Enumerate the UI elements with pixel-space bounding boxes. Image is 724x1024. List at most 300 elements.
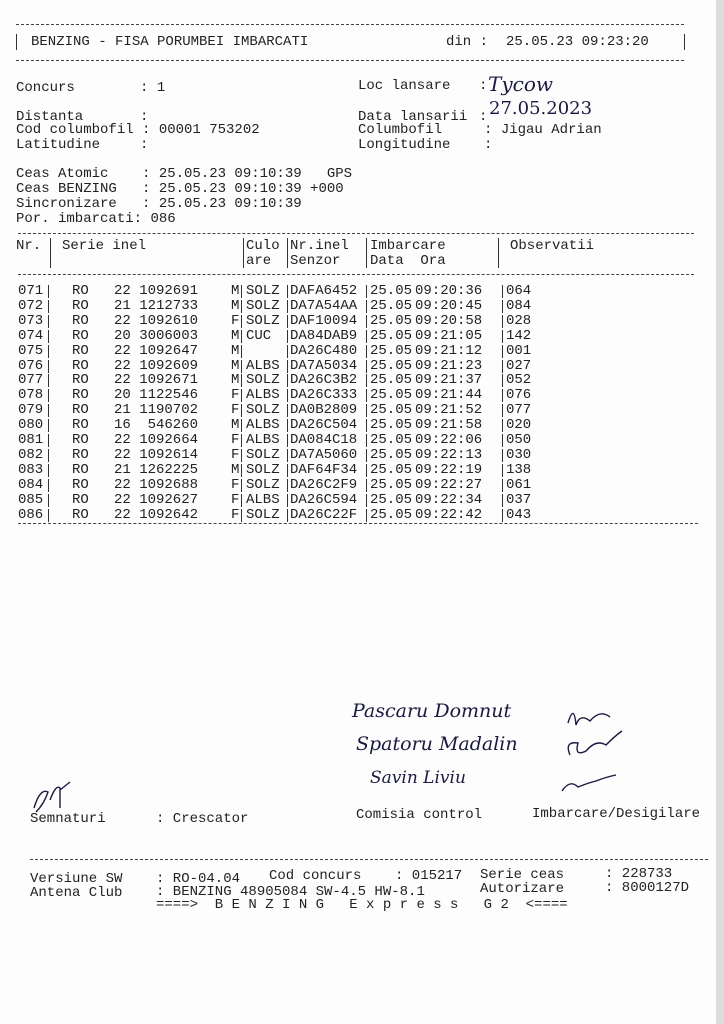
cell-observation: 050 [506,432,532,448]
divider [366,345,367,358]
divider [241,285,242,298]
divider [502,464,503,477]
cell-sex: M [231,283,240,299]
table-row [0,508,724,523]
table-row [0,284,724,299]
divider [287,434,288,447]
cell-time: 09:21:44 [415,387,483,404]
cell-time: 09:20:45 [415,297,483,314]
divider [287,404,288,417]
divider [48,404,49,417]
cell-date: 25.05 [370,446,413,463]
divider [366,479,367,492]
divider [366,419,367,432]
cell-nr: 086 [18,506,44,523]
cell-ring-year: 22 [114,357,131,374]
divider [48,315,49,328]
loc-colon: : [479,78,488,94]
cell-date: 25.05 [370,461,413,478]
table-row [0,314,724,329]
imbarcare-label: Imbarcare/Desigilare [532,806,701,822]
divider [287,449,288,462]
din-label: din : [446,34,489,50]
cell-time: 09:21:23 [415,357,483,374]
cell-time: 09:22:34 [415,491,483,508]
cell-sex: F [231,402,240,419]
divider [48,494,49,507]
cell-ring-year: 22 [114,432,131,448]
cell-ring-country: RO [72,491,89,508]
cell-color: SOLZ [246,297,280,314]
cell-time: 09:21:05 [415,327,483,344]
cell-sensor-ring: DA26C22F [290,506,358,523]
cell-ring-year: 20 [114,387,131,404]
antena-label: Antena Club [30,885,123,901]
divider [366,389,367,402]
divider [366,509,367,522]
cell-color: SOLZ [246,402,280,419]
divider [16,60,684,61]
divider [502,330,503,343]
longitudine-colon: : [484,137,493,153]
cell-ring-number: 1190702 [139,402,198,419]
data-lansarii-label: Data lansarii [358,109,468,125]
table-row [0,403,724,418]
sync-value: : 25.05.23 09:10:39 [142,196,302,212]
table-row [0,299,724,314]
divider [18,274,694,275]
cell-observation: 061 [506,476,532,493]
atomic-label: Ceas Atomic [16,166,109,182]
divider [502,345,503,358]
cell-time: 09:21:37 [415,372,483,389]
cell-ring-number: 1092610 [139,312,198,329]
cell-nr: 077 [18,372,44,389]
benzing-time: 25.05.23 09:10:39 +000 [158,181,344,197]
cell-nr: 076 [18,357,44,374]
divider [502,509,503,522]
cell-ring-number: 1092642 [139,506,198,523]
cell-sex: M [231,417,240,434]
divider [287,330,288,343]
cell-color: SOLZ [246,461,280,478]
col-senzor-2: Senzor [290,253,341,269]
cell-sensor-ring: DAFA6452 [290,283,358,299]
divider [366,404,367,417]
cell-nr: 079 [18,402,44,419]
cell-nr: 085 [18,491,44,508]
table-row [0,329,724,344]
divider [502,449,503,462]
divider [16,24,684,25]
divider [366,330,367,343]
cell-ring-year: 20 [114,327,131,344]
cell-color: SOLZ [246,446,280,463]
col-culoare-1: Culo [246,238,280,254]
distanta-label: Distanta [16,109,84,125]
divider [502,374,503,387]
cell-time: 09:22:06 [415,432,483,448]
cell-observation: 076 [506,387,532,404]
cell-ring-country: RO [72,461,89,478]
cell-ring-number: 1212733 [139,297,198,314]
divider [241,404,242,417]
loc-value-handwritten: Tycow [488,72,553,96]
divider [287,345,288,358]
table-row [0,448,724,463]
antena-value: : BENZING 48905084 SW-4.5 HW-8.1 [156,884,425,900]
divider [287,419,288,432]
divider [366,494,367,507]
divider [48,389,49,402]
cell-ring-year: 22 [114,491,131,508]
table-row [0,433,724,448]
cell-ring-year: 22 [114,283,131,299]
divider [50,238,51,268]
cell-ring-number: 1092688 [139,476,198,493]
divider [287,494,288,507]
data-lansarii-handwritten: 27.05.2023 [489,98,593,119]
cod-concurs-label: Cod concurs [269,868,362,884]
cell-ring-number: 546260 [147,417,198,434]
divider [366,238,367,268]
atomic-time: 25.05.23 09:10:39 GPS [158,166,353,182]
cell-sex: F [231,506,240,523]
cell-ring-year: 22 [114,446,131,463]
por-label: Por. imbarcati: 086 [16,211,176,227]
cell-observation: 001 [506,342,532,359]
cell-sensor-ring: DAF10094 [290,312,358,329]
cell-date: 25.05 [370,357,413,374]
divider [287,360,288,373]
divider [502,389,503,402]
benzing-express-banner: ====> B E N Z I N G E x p r e s s G 2 <==== [156,897,568,913]
cell-nr: 078 [18,387,44,404]
benzing-value: : 25.05.23 09:10:39 +000 [142,181,344,197]
cell-sensor-ring: DA26C480 [290,342,358,359]
cell-time: 09:21:52 [415,402,483,419]
cell-ring-country: RO [72,357,89,374]
columbofil-label: Columbofil [358,122,443,138]
cell-ring-number: 1092627 [139,491,198,508]
cell-ring-country: RO [72,342,89,359]
cell-nr: 074 [18,327,44,344]
cell-observation: 043 [506,506,532,523]
cell-sensor-ring: DA26C2F9 [290,476,358,493]
comisia-label: Comisia control [356,807,483,823]
cell-ring-year: 22 [114,342,131,359]
divider [241,509,242,522]
cell-color: SOLZ [246,506,280,523]
divider [241,345,242,358]
cell-date: 25.05 [370,402,413,419]
divider [48,464,49,477]
cell-date: 25.05 [370,327,413,344]
cell-ring-country: RO [72,327,89,344]
cell-color: ALBS [246,357,280,374]
cell-ring-number: 1092614 [139,446,198,463]
cell-nr: 081 [18,432,44,448]
document-title: BENZING - FISA PORUMBEI IMBARCATI [31,34,309,50]
cell-date: 25.05 [370,372,413,389]
table-row [0,418,724,433]
cell-ring-year: 21 [114,402,131,419]
divider [366,374,367,387]
cell-observation: 064 [506,283,532,299]
divider [287,464,288,477]
divider [48,449,49,462]
concurs-label: Concurs [16,80,75,96]
cell-color: SOLZ [246,283,280,299]
cell-sex: F [231,476,240,493]
data-lansarii-colon: : [479,109,488,125]
cell-date: 25.05 [370,506,413,523]
divider [287,238,288,268]
cell-ring-number: 1092671 [139,372,198,389]
divider [287,479,288,492]
col-nr: Nr. [16,238,42,254]
cell-date: 25.05 [370,476,413,493]
divider [241,374,242,387]
cell-observation: 037 [506,491,532,508]
cell-ring-country: RO [72,297,89,314]
cell-date: 25.05 [370,491,413,508]
divider [241,434,242,447]
divider [241,389,242,402]
cell-ring-country: RO [72,506,89,523]
cell-ring-country: RO [72,446,89,463]
cell-sensor-ring: DA7A5034 [290,357,358,374]
divider [366,434,367,447]
cell-sex: M [231,461,240,478]
cod-label: Cod columbofil [16,122,134,138]
cell-sex: F [231,387,240,404]
cell-ring-year: 22 [114,312,131,329]
versiune-value: : RO-04.04 [156,871,241,887]
cell-observation: 052 [506,372,532,389]
divider [241,419,242,432]
cell-nr: 080 [18,417,44,434]
divider [287,315,288,328]
cell-ring-country: RO [72,283,89,299]
col-senzor-1: Nr.inel [290,238,349,254]
table-row [0,344,724,359]
divider [502,419,503,432]
loc-label: Loc lansare [358,78,451,94]
divider [241,464,242,477]
cell-color: SOLZ [246,476,280,493]
cell-time: 09:20:36 [415,283,483,299]
divider [241,449,242,462]
divider [366,285,367,298]
divider [502,315,503,328]
serie-ceas-label: Serie ceas [480,867,565,883]
divider [502,360,503,373]
divider [502,494,503,507]
cell-ring-year: 21 [114,297,131,314]
cell-ring-year: 22 [114,506,131,523]
cod-concurs-value: : 015217 [395,868,463,884]
crescator-label: : Crescator [156,811,249,827]
cell-sensor-ring: DA84DAB9 [290,327,358,344]
distanta-colon: : [140,109,149,125]
cell-color: SOLZ [246,372,280,389]
cell-sensor-ring: DA26C3B2 [290,372,358,389]
cell-observation: 138 [506,461,532,478]
signature-scribbles [560,695,640,805]
cell-sex: F [231,432,240,448]
din-value: 25.05.23 09:23:20 [506,34,649,50]
concurs-value: : 1 [140,80,166,96]
cell-time: 09:22:19 [415,461,483,478]
cell-sensor-ring: DA26C594 [290,491,358,508]
cell-sex: F [231,312,240,329]
divider [502,434,503,447]
table-row [0,373,724,388]
table-row [0,388,724,403]
divider [366,315,367,328]
divider [287,300,288,313]
cell-color: ALBS [246,417,280,434]
autorizare-label: Autorizare [480,881,565,897]
divider [16,34,17,50]
cell-date: 25.05 [370,283,413,299]
cell-sensor-ring: DA7A54AA [290,297,358,314]
semnaturi-label: Semnaturi [30,811,106,827]
divider [287,389,288,402]
cell-ring-number: 1092609 [139,357,198,374]
sync-time: 25.05.23 09:10:39 [158,196,302,212]
cell-time: 09:22:27 [415,476,483,493]
cell-nr: 073 [18,312,44,329]
cell-ring-country: RO [72,417,89,434]
cell-nr: 075 [18,342,44,359]
cell-observation: 020 [506,417,532,434]
cod-number: 00001 753202 [158,122,260,138]
divider [241,360,242,373]
divider [366,464,367,477]
cell-nr: 072 [18,297,44,314]
cell-ring-number: 1092691 [139,283,198,299]
divider [48,330,49,343]
divider [48,419,49,432]
cell-time: 09:21:58 [415,417,483,434]
table-row [0,463,724,478]
cell-ring-year: 21 [114,461,131,478]
cell-sex: M [231,327,240,344]
divider [48,374,49,387]
divider [502,300,503,313]
cell-ring-country: RO [72,432,89,448]
divider [48,360,49,373]
divider [287,374,288,387]
col-culoare-2: are [246,253,272,269]
cell-color: SOLZ [246,312,280,329]
atomic-value: : 25.05.23 09:10:39 GPS [142,166,353,182]
divider [48,479,49,492]
cell-ring-country: RO [72,402,89,419]
cell-nr: 071 [18,283,44,299]
divider [48,509,49,522]
cell-sex: M [231,342,240,359]
cell-sex: M [231,372,240,389]
cell-observation: 077 [506,402,532,419]
divider [684,34,685,50]
autorizare-value: : 8000127D [605,880,690,896]
table-row [0,359,724,374]
columbofil-value: : Jigau Adrian [484,122,602,138]
divider [243,238,244,268]
cell-date: 25.05 [370,387,413,404]
cell-ring-year: 22 [114,476,131,493]
cell-time: 09:22:13 [415,446,483,463]
cell-nr: 082 [18,446,44,463]
col-serie: Serie inel [62,238,147,254]
cell-observation: 028 [506,312,532,329]
cell-sex: F [231,491,240,508]
cell-ring-number: 1092664 [139,432,198,448]
table-row [0,493,724,508]
cell-ring-number: 1092647 [139,342,198,359]
divider [366,449,367,462]
cod-value: : 00001 753202 [142,122,260,138]
col-imbarcare-1: Imbarcare [370,238,446,254]
cell-ring-country: RO [72,372,89,389]
cell-date: 25.05 [370,342,413,359]
divider [502,404,503,417]
cell-ring-number: 3006003 [139,327,198,344]
divider [366,360,367,373]
cell-time: 09:20:58 [415,312,483,329]
benzing-label: Ceas BENZING [16,181,117,197]
cell-ring-country: RO [72,312,89,329]
cell-ring-number: 1262225 [139,461,198,478]
cell-nr: 084 [18,476,44,493]
divider [48,285,49,298]
serie-ceas-value: : 228733 [605,866,673,882]
cell-color: ALBS [246,432,280,448]
sync-label: Sincronizare [16,196,117,212]
divider [241,330,242,343]
divider [502,479,503,492]
divider [48,300,49,313]
cell-color: CUC [246,327,272,344]
cell-sex: F [231,446,240,463]
signature-name: Savin Liviu [370,768,466,788]
cell-sex: M [231,357,240,374]
latitudine-label: Latitudine [16,137,101,153]
concurs-number: 1 [156,80,166,96]
columbofil-name: Jigau Adrian [500,122,602,138]
cell-ring-country: RO [72,476,89,493]
signature-name: Spatoru Madalin [356,733,518,755]
latitudine-colon: : [140,137,149,153]
cell-sensor-ring: DAF64F34 [290,461,358,478]
cell-sensor-ring: DA26C333 [290,387,358,404]
cell-observation: 030 [506,446,532,463]
cell-nr: 083 [18,461,44,478]
divider [287,509,288,522]
cell-date: 25.05 [370,432,413,448]
cell-ring-year: 16 [114,417,131,434]
cell-time: 09:22:42 [415,506,483,523]
divider [502,285,503,298]
col-imbarcare-2: Data Ora [370,253,446,269]
cell-date: 25.05 [370,297,413,314]
divider [18,523,698,524]
divider [18,233,694,234]
cell-ring-country: RO [72,387,89,404]
